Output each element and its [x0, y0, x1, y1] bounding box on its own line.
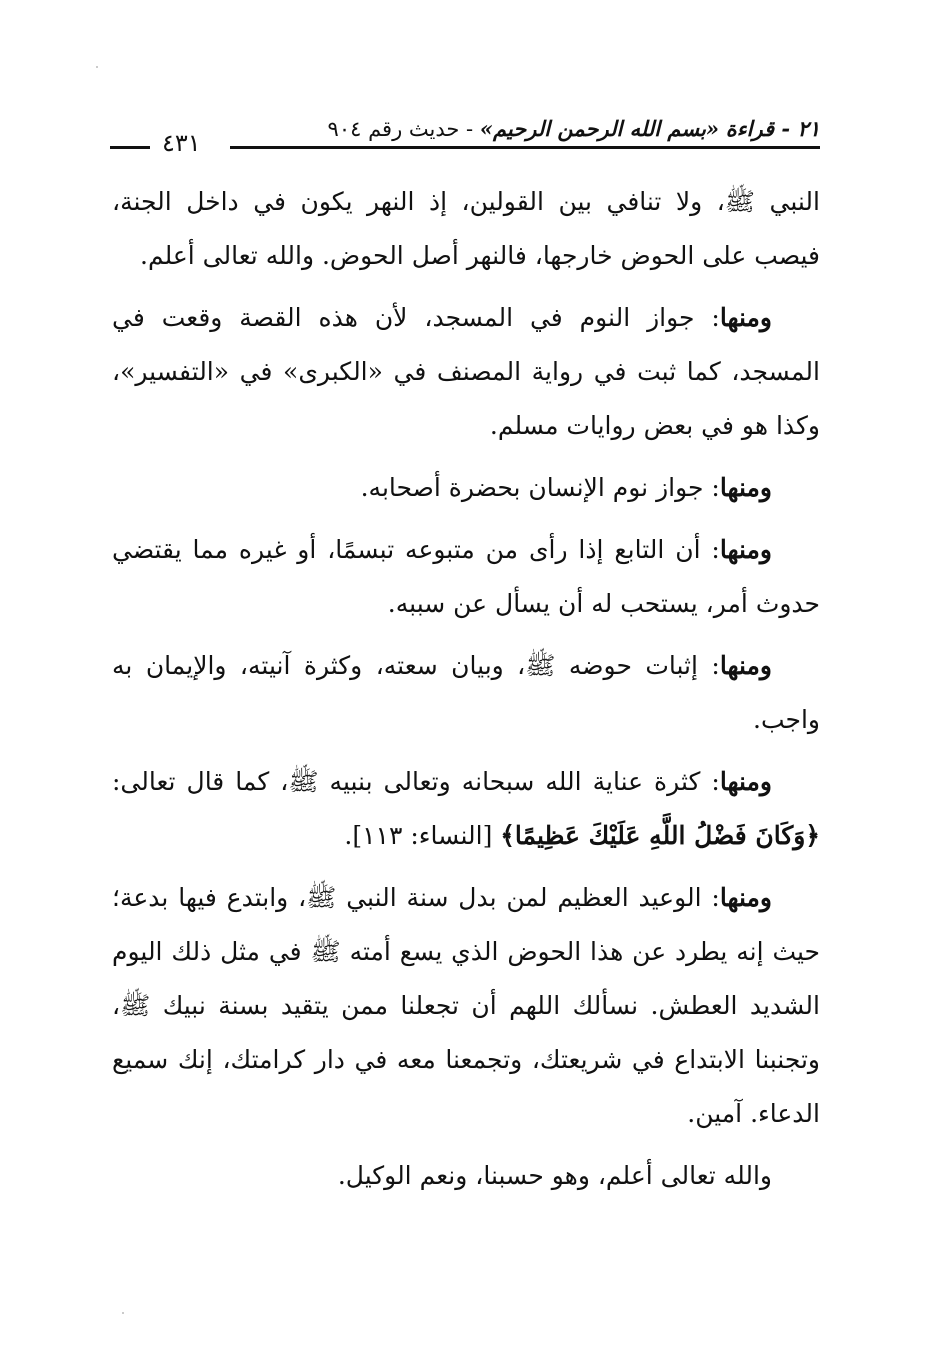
verse-citation: [النساء: ١١٣].	[344, 821, 501, 850]
header-rule	[230, 146, 820, 149]
paragraph-text: : جواز النوم في المسجد، لأن هذه القصة وقعت في المسجد، كما ثبت في رواية المصنف في «الكبرى» في «التفسير»، وكذا هو في بعض روايات مسلم.	[112, 303, 820, 440]
chapter-label: ٢١ - قراءة	[725, 116, 820, 141]
running-header	[110, 112, 820, 162]
closing-line: والله تعالى أعلم، وهو حسبنا، ونعم الوكيل.	[337, 1161, 772, 1190]
paragraph-text: : أن التابع إذا رأى من متبوعه تبسمًا، أو غيره مما يقتضي حدوث أمر، يستحب له أن يسأل عن سببه.	[112, 535, 820, 618]
paragraph-sleeping-with-companions	[112, 461, 820, 515]
scan-speck	[122, 1312, 124, 1314]
paragraph-lead: ومنها	[719, 651, 772, 680]
chapter-quote: «بسم الله الرحمن الرحيم»	[479, 116, 720, 141]
paragraph-continuation	[112, 175, 820, 283]
paragraph-text: : كثرة عناية الله سبحانه وتعالى بنبيه ﷺ، كما قال تعالى:	[112, 767, 720, 796]
paragraph-lead: ومنها	[719, 535, 772, 564]
scan-speck	[96, 66, 98, 68]
page-body	[112, 175, 820, 1211]
paragraph-text: : الوعيد العظيم لمن بدل سنة النبي ﷺ، وابتدع فيها بدعة؛ حيث إنه يطرد عن هذا الحوض الذي يسع أمته ﷺ في مثل ذلك اليوم الشديد العطش. نسألك اللهم أن تجعلنا ممن يتقيد بسنة نبيك ﷺ، وتجنبنا الابتداع في شريعتك، وتجمعنا معه في دار كرامتك، إنك سميع الدعاء. آمين.	[112, 883, 820, 1128]
paragraph-lead: ومنها	[719, 767, 772, 796]
paragraph-lead: ومنها	[719, 883, 772, 912]
header-title	[328, 112, 820, 146]
paragraph-lead: ومنها	[719, 473, 772, 502]
quran-verse: ﴿وَكَانَ فَضْلُ اللَّهِ عَلَيْكَ عَظِيمًا﴾	[500, 821, 820, 850]
page-number-rule	[110, 146, 150, 149]
paragraph-asking-reason	[112, 523, 820, 631]
paragraph-sleeping-in-mosque	[112, 291, 820, 453]
paragraph-affirming-basin	[112, 639, 820, 747]
hadith-reference: - حديث رقم ٩٠٤	[327, 117, 474, 141]
paragraph-lead: ومنها	[719, 303, 772, 332]
paragraph-text: : إثبات حوضه ﷺ، وبيان سعته، وكثرة آنيته، والإيمان به واجب.	[112, 651, 820, 734]
paragraph-text: النبي ﷺ، ولا تنافي بين القولين، إذ النهر يكون في داخل الجنة، فيصب على الحوض خارجها، فالنهر أصل الحوض. والله تعالى أعلم.	[112, 187, 820, 270]
page-number: ٤٣١	[162, 129, 201, 157]
paragraph-text: : جواز نوم الإنسان بحضرة أصحابه.	[360, 473, 720, 502]
paragraph-warning	[112, 871, 820, 1141]
paragraph-divine-care	[112, 755, 820, 863]
